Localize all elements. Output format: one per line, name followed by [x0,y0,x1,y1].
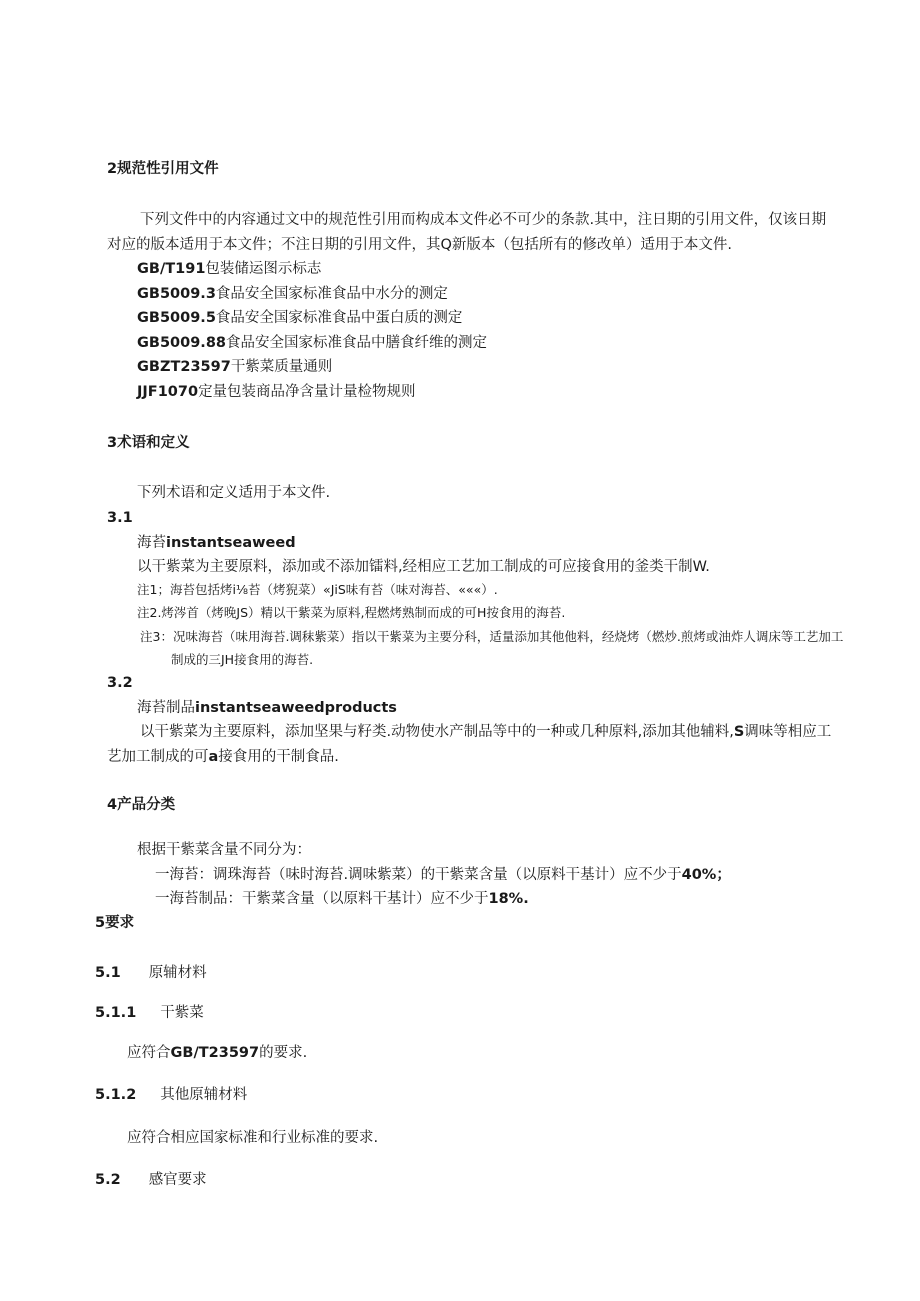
clause-title: 感官要求 [148,1172,207,1188]
clause-5-1-2 [95,1085,247,1105]
term-3-1-definition: 以干紫菜为主要原料，添加或不添加镭料,经相应工艺加工制成的可应接食用的釜类干制W. [137,559,710,575]
clause-5-1-1-text [127,1043,307,1063]
section-5-heading: 5要求 [95,915,135,931]
term-3-1-note-3-line-1: 注3：况味海苔（味用海苔.调秣紫菜）指以干紫菜为主要分科，适量添加其他他料，经烧烤（燃炒.煎烤或油炸人调床等工艺加工 [140,629,844,644]
clause-number: 5.1.1 [95,1005,137,1021]
section-2-intro-line-1: 下列文件中的内容通过文中的规范性引用而构成本文件必不可少的条款.其中，注日期的引用文件，仅该日期 [140,212,827,228]
section-2-heading: 2规范性引用文件 [107,161,219,177]
ref-code: GB5009.5 [137,310,216,326]
ref-title: 包装储运图示标志 [205,261,322,277]
ref-item [137,308,462,328]
clause-5-2 [95,1170,207,1190]
clause-number: 5.1.2 [95,1087,137,1103]
term-3-2-definition-line-2 [107,747,339,767]
ref-code: GBZT23597 [137,359,231,375]
clause-title: 其他原辅材料 [160,1087,248,1103]
section-4-heading: 4产品分类 [107,797,176,813]
def-text-bold: S [733,724,745,740]
clause-5-1-1 [95,1003,204,1023]
term-3-1-note-1: 注1；海苔包括烤i⅛苔（烤猊菜）«JiS味有苔（味对海苔、«««）. [137,582,498,597]
ref-code: GB/T191 [137,261,206,277]
category-value: 18%. [488,891,529,907]
ref-item [137,357,332,377]
section-4-intro: 根据干紫菜含量不同分为： [137,842,311,858]
term-cn: 海苔制品 [137,700,195,716]
term-3-1-title [137,533,296,553]
clause-title: 原辅材料 [148,965,207,981]
category-value: 40%； [681,867,731,883]
category-item [155,865,731,885]
term-3-2-number: 3.2 [107,675,133,691]
term-3-1-note-3-line-2: 制成的三JH接食用的海苔. [171,652,314,667]
clause-text: 应符合 [127,1045,171,1061]
clause-5-1-2-text: 应符合相应国家标准和行业标准的要求. [127,1130,379,1146]
section-3-intro: 下列术语和定义适用于本文件. [137,485,331,501]
ref-item [137,259,321,279]
term-cn: 海苔 [137,535,166,551]
def-text: 艺加工制成的可 [107,749,209,765]
ref-code: GB5009.88 [137,335,226,351]
ref-title: 食品安全国家标准食品中蛋白质的测定 [215,310,463,326]
def-text-bold: a [208,749,219,765]
ref-item [137,333,487,353]
def-text: 调味等相应工 [744,724,832,740]
ref-title: 食品安全国家标准食品中膳食纤维的测定 [226,335,487,351]
ref-item [137,284,448,304]
category-text: 一海苔：调珠海苔（味时海苔.调味紫菜）的干紫菜含量（以原料干基计）应不少于 [155,867,682,883]
term-3-2-title [137,698,397,718]
clause-number: 5.1 [95,965,121,981]
category-text: 一海苔制品：干紫菜含量（以原料干基计）应不少于 [155,891,489,907]
ref-code: GB5009.3 [137,286,216,302]
term-3-1-note-2: 注2.烤涔首（烤晚JS）精以干紫菜为原料,程燃烤熟制而成的可H按食用的海苔. [137,605,566,620]
ref-code: JJF1070 [137,384,199,400]
ref-title: 食品安全国家标准食品中水分的测定 [215,286,448,302]
clause-5-1 [95,963,207,983]
standard-code: GB/T23597 [170,1045,260,1061]
ref-title: 干紫菜质量通则 [230,359,333,375]
category-item [155,889,529,909]
term-3-1-number: 3.1 [107,510,133,526]
ref-item [137,382,416,402]
clause-title: 干紫菜 [160,1005,204,1021]
def-text: 以干紫菜为主要原料，添加坚果与籽类.动物使水产制品等中的一种或几种原料,添加其他辅料, [140,724,734,740]
clause-number: 5.2 [95,1172,121,1188]
ref-title: 定量包装商品净含量计量检物规则 [198,384,416,400]
section-3-heading: 3术语和定义 [107,435,190,451]
section-2-intro-line-2: 对应的版本适用于本文件；不注日期的引用文件，其Q新版本（包括所有的修改单）适用于本文件. [107,237,733,253]
term-en: instantseaweed [166,535,296,551]
term-en: instantseaweedproducts [195,700,397,716]
term-3-2-definition-line-1 [140,722,831,742]
def-text: 接食用的干制食品. [218,749,339,765]
clause-text: 的要求. [259,1045,308,1061]
